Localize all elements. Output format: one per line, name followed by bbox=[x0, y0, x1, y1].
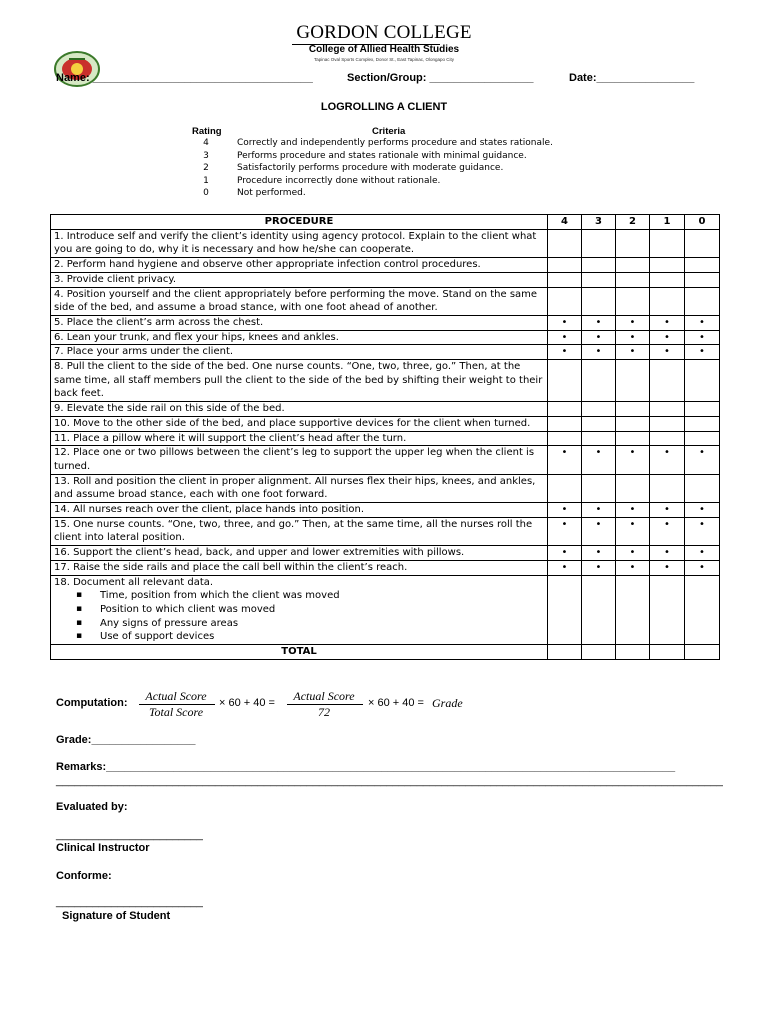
criteria-heading: Criteria bbox=[372, 126, 406, 137]
score-cell[interactable] bbox=[650, 258, 685, 273]
bullet-mark: • bbox=[595, 316, 602, 328]
score-cell[interactable] bbox=[650, 416, 685, 431]
remarks-line-2[interactable]: _____________________________________________________________________________________________________________ bbox=[56, 775, 723, 787]
date-field[interactable]: Date:________________ bbox=[569, 72, 695, 84]
score-cell[interactable] bbox=[548, 402, 582, 417]
score-cell[interactable] bbox=[616, 645, 650, 660]
procedure-step: 4. Position yourself and the client appropriately before performing the move. Stand on the same side of the bed, and assume a broad stance, with one foot ahead of another. bbox=[51, 287, 548, 315]
rating-criteria-text: Satisfactorily performs procedure with moderate guidance. bbox=[237, 163, 504, 173]
bullet-mark: • bbox=[561, 561, 568, 573]
table-row bbox=[51, 287, 720, 315]
score-cell[interactable] bbox=[650, 431, 685, 446]
score-cell[interactable] bbox=[582, 517, 616, 545]
student-signature-line[interactable]: ________________________ bbox=[56, 896, 203, 908]
score-cell[interactable] bbox=[650, 330, 685, 345]
score-cell[interactable] bbox=[582, 272, 616, 287]
table-row bbox=[51, 503, 720, 518]
score-cell[interactable] bbox=[650, 315, 685, 330]
score-cell[interactable] bbox=[616, 360, 650, 402]
bullet-mark: • bbox=[664, 346, 670, 358]
score-cell[interactable] bbox=[548, 360, 582, 402]
procedure-step: 14. All nurses reach over the client, place hands into position. bbox=[51, 503, 548, 518]
bullet-mark: • bbox=[664, 518, 670, 530]
step-18-items bbox=[54, 589, 544, 644]
score-cell[interactable] bbox=[548, 575, 582, 645]
bullet-mark: • bbox=[595, 518, 602, 530]
score-cell[interactable] bbox=[685, 287, 720, 315]
rating-criteria-text: Not performed. bbox=[237, 188, 306, 198]
formula-numerator-1: Actual Score bbox=[145, 689, 207, 703]
bullet-mark: • bbox=[664, 331, 670, 343]
bullet-mark: • bbox=[664, 316, 670, 328]
score-cell[interactable] bbox=[685, 546, 720, 561]
bullet-mark: • bbox=[629, 331, 636, 343]
bullet-mark: • bbox=[561, 316, 568, 328]
formula-numerator-2: Actual Score bbox=[293, 689, 355, 703]
score-cell[interactable] bbox=[616, 575, 650, 645]
bullet-mark: • bbox=[561, 346, 568, 358]
table-row bbox=[51, 416, 720, 431]
rating-value: 0 bbox=[203, 188, 209, 198]
step-18-text: 18. Document all relevant data. bbox=[54, 576, 214, 588]
score-cell[interactable] bbox=[685, 431, 720, 446]
score-cell[interactable] bbox=[582, 431, 616, 446]
bullet-mark: • bbox=[629, 504, 636, 516]
procedure-step: 17. Raise the side rails and place the call bell within the client’s reach. bbox=[51, 560, 548, 575]
score-cell[interactable] bbox=[582, 229, 616, 257]
score-header-4: 4 bbox=[548, 215, 582, 230]
score-cell[interactable] bbox=[548, 546, 582, 561]
list-item: ▪ Position to which client was moved bbox=[76, 603, 544, 617]
score-cell[interactable] bbox=[548, 345, 582, 360]
bullet-mark: • bbox=[561, 547, 568, 559]
score-cell[interactable] bbox=[548, 517, 582, 545]
score-cell[interactable] bbox=[582, 645, 616, 660]
score-cell[interactable] bbox=[548, 560, 582, 575]
score-cell[interactable] bbox=[548, 287, 582, 315]
table-row bbox=[51, 360, 720, 402]
bullet-mark: • bbox=[629, 561, 636, 573]
formula-operator-1: × 60 + 40 = bbox=[219, 697, 275, 709]
formula-denominator-1: Total Score bbox=[148, 705, 204, 719]
rating-criteria-text: Performs procedure and states rationale with minimal guidance. bbox=[237, 150, 527, 161]
score-cell[interactable] bbox=[685, 360, 720, 402]
score-cell[interactable] bbox=[685, 517, 720, 545]
table-row bbox=[51, 258, 720, 273]
bullet-mark: • bbox=[699, 316, 705, 328]
score-cell[interactable] bbox=[548, 474, 582, 502]
score-cell[interactable] bbox=[685, 402, 720, 417]
bullet-mark: • bbox=[595, 447, 602, 459]
score-cell[interactable] bbox=[548, 258, 582, 273]
score-cell[interactable] bbox=[650, 287, 685, 315]
rating-heading: Rating bbox=[192, 126, 222, 137]
bullet-mark: • bbox=[595, 346, 602, 358]
score-cell[interactable] bbox=[650, 645, 685, 660]
score-cell[interactable] bbox=[685, 272, 720, 287]
score-cell[interactable] bbox=[650, 272, 685, 287]
bullet-mark: • bbox=[595, 331, 602, 343]
procedure-step: 7. Place your arms under the client. bbox=[51, 345, 548, 360]
procedure-step: 3. Provide client privacy. bbox=[51, 272, 548, 287]
clinical-instructor-label: Clinical Instructor bbox=[56, 842, 150, 854]
score-cell[interactable] bbox=[616, 416, 650, 431]
table-row bbox=[51, 546, 720, 561]
score-cell[interactable] bbox=[582, 402, 616, 417]
table-row bbox=[51, 474, 720, 502]
score-cell[interactable] bbox=[616, 503, 650, 518]
score-cell[interactable] bbox=[548, 272, 582, 287]
score-cell[interactable] bbox=[616, 431, 650, 446]
bullet-mark: • bbox=[699, 346, 705, 358]
score-cell[interactable] bbox=[650, 474, 685, 502]
grade-field[interactable]: Grade:_________________ bbox=[56, 734, 196, 746]
list-item: ▪ Any signs of pressure areas bbox=[76, 617, 544, 631]
bullet-mark: • bbox=[699, 518, 705, 530]
score-cell[interactable] bbox=[616, 345, 650, 360]
score-header-1: 1 bbox=[650, 215, 685, 230]
bullet-mark: • bbox=[561, 331, 568, 343]
formula-denominator-2: 72 bbox=[318, 705, 330, 719]
score-header-3: 3 bbox=[582, 215, 616, 230]
score-cell[interactable] bbox=[582, 575, 616, 645]
score-cell[interactable] bbox=[616, 229, 650, 257]
procedure-step: 15. One nurse counts. “One, two, three, and go.” Then, at the same time, all the nurses roll the client into lateral position. bbox=[51, 517, 548, 545]
score-cell[interactable] bbox=[616, 560, 650, 575]
table-row bbox=[51, 272, 720, 287]
score-cell[interactable] bbox=[685, 315, 720, 330]
score-cell[interactable] bbox=[616, 272, 650, 287]
score-cell[interactable] bbox=[582, 446, 616, 474]
score-header-0: 0 bbox=[685, 215, 720, 230]
table-header-row bbox=[51, 215, 720, 230]
bullet-mark: • bbox=[561, 518, 568, 530]
department-name: College of Allied Health Studies bbox=[308, 44, 460, 55]
score-cell[interactable] bbox=[548, 330, 582, 345]
score-cell[interactable] bbox=[582, 503, 616, 518]
procedure-header: PROCEDURE bbox=[51, 215, 548, 230]
score-cell[interactable] bbox=[582, 258, 616, 273]
college-name: GORDON COLLEGE bbox=[296, 22, 472, 43]
score-cell[interactable] bbox=[650, 575, 685, 645]
bullet-mark: • bbox=[664, 447, 670, 459]
score-cell[interactable] bbox=[685, 645, 720, 660]
rating-value: 3 bbox=[203, 150, 209, 161]
table-row bbox=[51, 402, 720, 417]
bullet-mark: • bbox=[561, 504, 568, 516]
rating-value: 1 bbox=[203, 175, 209, 186]
list-item: ▪ Use of support devices bbox=[76, 630, 544, 644]
score-cell[interactable] bbox=[650, 446, 685, 474]
procedure-step bbox=[51, 575, 548, 645]
score-cell[interactable] bbox=[616, 287, 650, 315]
score-cell[interactable] bbox=[650, 229, 685, 257]
rating-criteria-text: Procedure incorrectly done without rationale. bbox=[237, 175, 441, 186]
score-cell[interactable] bbox=[616, 258, 650, 273]
bullet-mark: • bbox=[629, 346, 636, 358]
score-cell[interactable] bbox=[582, 416, 616, 431]
score-cell[interactable] bbox=[548, 315, 582, 330]
score-cell[interactable] bbox=[582, 315, 616, 330]
score-cell[interactable] bbox=[685, 446, 720, 474]
table-row bbox=[51, 315, 720, 330]
table-row bbox=[51, 517, 720, 545]
procedure-step: 10. Move to the other side of the bed, and place supportive devices for the client when turned. bbox=[51, 416, 548, 431]
procedure-step: 13. Roll and position the client in proper alignment. All nurses flex their hips, knees, and ankles, and assume broad stance, each with one foot forward. bbox=[51, 474, 548, 502]
score-cell[interactable] bbox=[685, 560, 720, 575]
rating-value: 2 bbox=[203, 163, 209, 173]
score-cell[interactable] bbox=[685, 503, 720, 518]
total-row bbox=[51, 645, 720, 660]
table-row bbox=[51, 229, 720, 257]
score-cell[interactable] bbox=[616, 517, 650, 545]
score-cell[interactable] bbox=[582, 546, 616, 561]
signature-of-student-label: Signature of Student bbox=[62, 910, 171, 922]
score-cell[interactable] bbox=[548, 431, 582, 446]
score-cell[interactable] bbox=[582, 560, 616, 575]
score-cell[interactable] bbox=[582, 330, 616, 345]
score-cell[interactable] bbox=[616, 315, 650, 330]
remarks-field[interactable]: Remarks:_____________________________________________________________________________________________ bbox=[56, 761, 676, 773]
bullet-mark: • bbox=[595, 547, 602, 559]
section-field[interactable]: Section/Group: _________________ bbox=[347, 72, 534, 84]
instructor-signature-line[interactable]: ________________________ bbox=[56, 829, 203, 841]
bullet-mark: • bbox=[629, 316, 636, 328]
procedure-step: 11. Place a pillow where it will support the client’s head after the turn. bbox=[51, 431, 548, 446]
total-label: TOTAL bbox=[51, 645, 548, 660]
procedure-step: 16. Support the client’s head, back, and upper and lower extremities with pillows. bbox=[51, 546, 548, 561]
score-cell[interactable] bbox=[548, 416, 582, 431]
procedure-step: 2. Perform hand hygiene and observe other appropriate infection control procedures. bbox=[51, 258, 548, 273]
bullet-mark: • bbox=[595, 561, 602, 573]
bullet-mark: • bbox=[699, 547, 705, 559]
score-cell[interactable] bbox=[616, 330, 650, 345]
score-cell[interactable] bbox=[685, 345, 720, 360]
score-cell[interactable] bbox=[650, 546, 685, 561]
score-cell[interactable] bbox=[616, 402, 650, 417]
procedure-step: 12. Place one or two pillows between the client’s leg to support the upper leg when the client is turned. bbox=[51, 446, 548, 474]
formula-operator-2: × 60 + 40 = bbox=[368, 697, 424, 709]
procedure-step: 6. Lean your trunk, and flex your hips, knees and ankles. bbox=[51, 330, 548, 345]
college-address: Tapinac Oval Sports Complex, Donor St., East Tapinac, Olongapo City bbox=[314, 57, 454, 62]
procedure-step: 9. Elevate the side rail on this side of the bed. bbox=[51, 402, 548, 417]
bullet-mark: • bbox=[664, 547, 670, 559]
computation-label: Computation: bbox=[56, 697, 128, 709]
score-cell[interactable] bbox=[616, 474, 650, 502]
score-cell[interactable] bbox=[548, 229, 582, 257]
rating-criteria-text: Correctly and independently performs procedure and states rationale. bbox=[237, 138, 553, 148]
score-cell[interactable] bbox=[685, 258, 720, 273]
score-cell[interactable] bbox=[685, 575, 720, 645]
score-cell[interactable] bbox=[650, 503, 685, 518]
table-row bbox=[51, 446, 720, 474]
rating-value: 4 bbox=[203, 138, 209, 148]
score-cell[interactable] bbox=[650, 560, 685, 575]
score-cell[interactable] bbox=[582, 345, 616, 360]
bullet-mark: • bbox=[629, 447, 636, 459]
score-cell[interactable] bbox=[685, 330, 720, 345]
bullet-mark: • bbox=[699, 561, 705, 573]
score-cell[interactable] bbox=[650, 345, 685, 360]
score-cell[interactable] bbox=[582, 360, 616, 402]
score-cell[interactable] bbox=[582, 474, 616, 502]
score-cell[interactable] bbox=[650, 360, 685, 402]
procedure-step: 5. Place the client’s arm across the chest. bbox=[51, 315, 548, 330]
formula-result: Grade bbox=[432, 696, 463, 710]
bullet-mark: • bbox=[699, 447, 705, 459]
table-row bbox=[51, 560, 720, 575]
bullet-mark: • bbox=[629, 518, 636, 530]
evaluated-by-label: Evaluated by: bbox=[56, 801, 128, 813]
bullet-mark: • bbox=[699, 331, 705, 343]
bullet-mark: • bbox=[629, 547, 636, 559]
score-cell[interactable] bbox=[685, 416, 720, 431]
bullet-mark: • bbox=[561, 447, 568, 459]
bullet-mark: • bbox=[664, 561, 670, 573]
score-cell[interactable] bbox=[616, 446, 650, 474]
score-cell[interactable] bbox=[548, 645, 582, 660]
table-row bbox=[51, 575, 720, 645]
score-cell[interactable] bbox=[685, 229, 720, 257]
table-row bbox=[51, 330, 720, 345]
list-item: ▪ Time, position from which the client was moved bbox=[76, 589, 544, 603]
procedure-step: 8. Pull the client to the side of the bed. One nurse counts. “One, two, three, go.” Then, at the same time, all staff members pull the client to the side of the bed by shifting their weight to their back feet. bbox=[51, 360, 548, 402]
score-cell[interactable] bbox=[548, 446, 582, 474]
score-cell[interactable] bbox=[650, 517, 685, 545]
page-title: LOGROLLING A CLIENT bbox=[320, 101, 448, 113]
bullet-mark: • bbox=[595, 504, 602, 516]
procedure-table bbox=[50, 214, 720, 660]
conforme-label: Conforme: bbox=[56, 870, 112, 882]
procedure-step: 1. Introduce self and verify the client’s identity using agency protocol. Explain to the client what you are going to do, why it is necessary and how he/she can cooperate. bbox=[51, 229, 548, 257]
name-field[interactable]: Name: ____________________________________ bbox=[56, 72, 313, 84]
table-row bbox=[51, 431, 720, 446]
bullet-mark: • bbox=[699, 504, 705, 516]
score-cell[interactable] bbox=[616, 546, 650, 561]
bullet-mark: • bbox=[664, 504, 670, 516]
table-row bbox=[51, 345, 720, 360]
score-header-2: 2 bbox=[616, 215, 650, 230]
score-cell[interactable] bbox=[685, 474, 720, 502]
score-cell[interactable] bbox=[650, 402, 685, 417]
score-cell[interactable] bbox=[582, 287, 616, 315]
score-cell[interactable] bbox=[548, 503, 582, 518]
